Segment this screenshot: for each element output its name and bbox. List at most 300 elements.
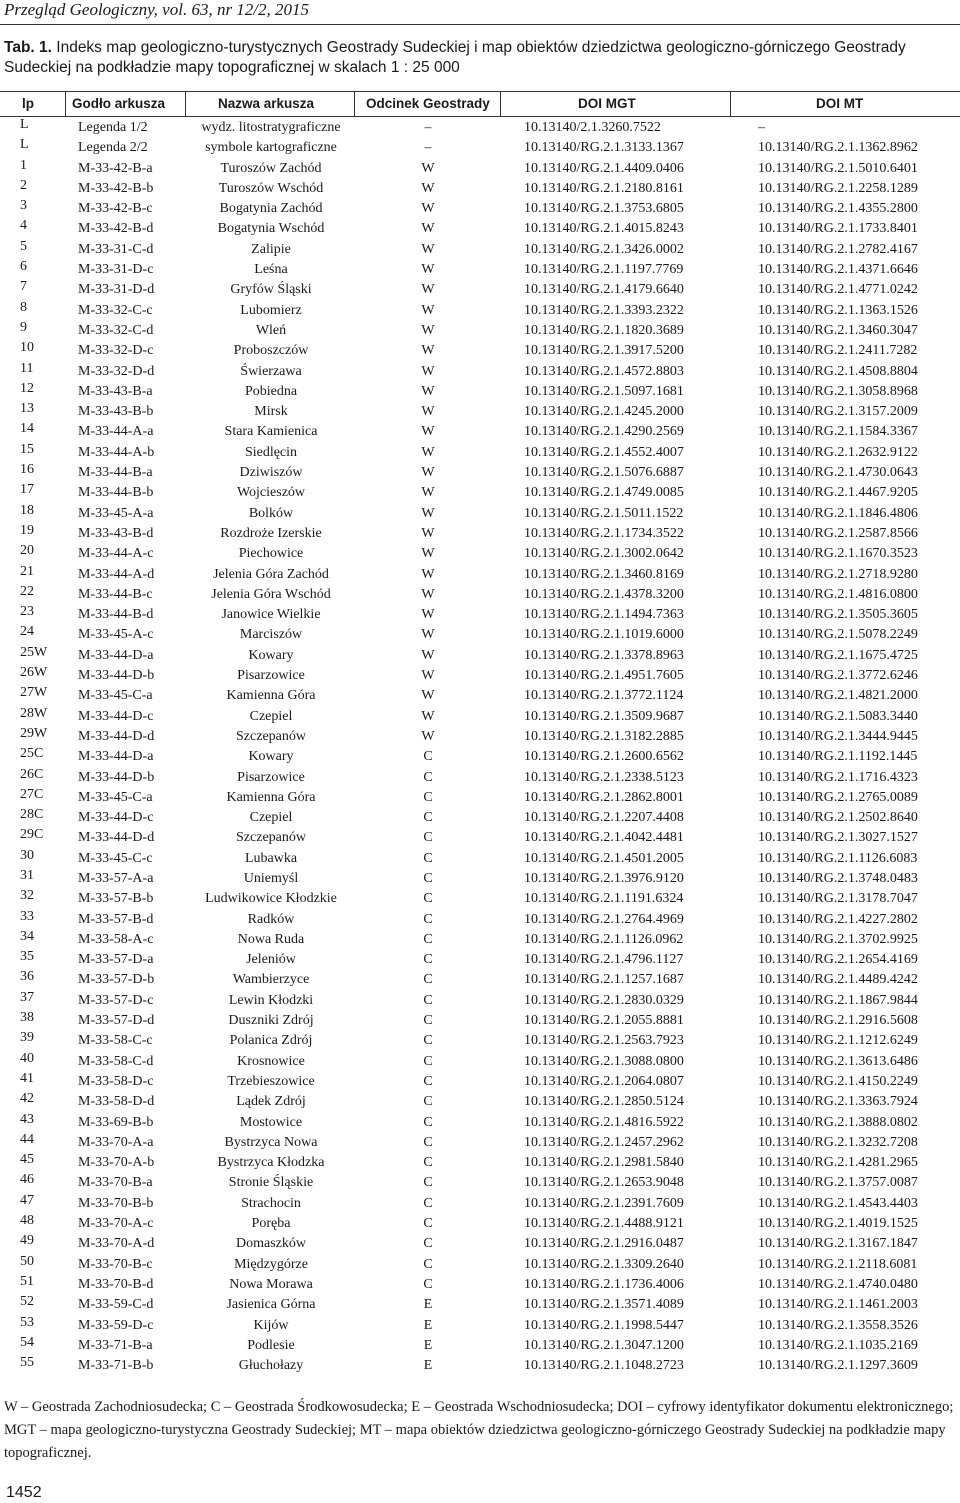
cell-lp: 6 (20, 259, 27, 275)
cell-odcinek: C (423, 1114, 433, 1130)
cell-odcinek: E (423, 1297, 433, 1313)
cell-odcinek: C (423, 1094, 433, 1110)
table-row (0, 1335, 960, 1355)
cell-nazwa: Wleń (255, 322, 287, 338)
cell-nazwa: Nowa Ruda (237, 931, 305, 947)
cell-nazwa: Jasienica Górna (226, 1297, 316, 1313)
cell-odcinek: E (423, 1337, 433, 1353)
cell-odcinek: W (421, 282, 435, 298)
cell-doi-mt: 10.13140/RG.2.1.4821.2000 (758, 688, 918, 704)
cell-odcinek: E (423, 1317, 433, 1333)
cell-godlo: M-33-70-A-c (78, 1216, 154, 1232)
cell-doi-mgt: 10.13140/RG.2.1.1197.7769 (524, 262, 684, 278)
table-row (0, 462, 960, 482)
cell-nazwa: Kamienna Góra (226, 688, 316, 704)
table-row (0, 1315, 960, 1335)
cell-doi-mt: 10.13140/RG.2.1.3505.3605 (758, 607, 918, 623)
cell-godlo: M-33-44-D-a (78, 749, 154, 765)
cell-godlo: M-33-45-C-c (78, 850, 153, 866)
cell-doi-mgt: 10.13140/RG.2.1.2916.0487 (524, 1236, 684, 1252)
cell-doi-mt: 10.13140/RG.2.1.2765.0089 (758, 789, 918, 805)
cell-lp: 18 (20, 502, 34, 518)
table-footnote: W – Geostrada Zachodniosudecka; C – Geostrada Środkowosudecka; E – Geostrada Wschodniosudecka; DOI – cyfrowy identyfikator dokumentu elektronicznego; MGT – mapa geologiczno-turystyczna Geostrady Sudeckiej; MT – mapa obiektów dziedzictwa geologiczno-górniczego Geostrady Sudeckiej na podkładzie mapy topograficznej. (4, 1399, 954, 1461)
cell-nazwa: Turoszów Zachód (220, 160, 322, 176)
cell-lp: 41 (20, 1070, 34, 1086)
table-row (0, 482, 960, 502)
table-row (0, 645, 960, 665)
cell-odcinek: C (423, 992, 433, 1008)
cell-lp: 29C (20, 827, 44, 843)
cell-godlo: M-33-58-D-c (78, 1073, 154, 1089)
cell-godlo: M-33-43-B-a (78, 383, 153, 399)
col-header-odcinek: Odcinek Geostrady (366, 96, 490, 111)
cell-doi-mgt: 10.13140/RG.2.1.5097.1681 (524, 383, 684, 399)
cell-godlo: M-33-43-B-b (78, 404, 154, 420)
cell-doi-mgt: 10.13140/RG.2.1.1736.4006 (524, 1276, 684, 1292)
cell-odcinek: C (423, 850, 433, 866)
cell-nazwa: Bogatynia Zachód (219, 201, 323, 217)
table-row (0, 158, 960, 178)
table-row (0, 503, 960, 523)
cell-lp: 10 (20, 340, 34, 356)
cell-godlo: M-33-43-B-d (78, 525, 154, 541)
cell-doi-mgt: 10.13140/RG.2.1.1126.0962 (524, 931, 684, 947)
table-caption (4, 38, 954, 78)
cell-nazwa: Janowice Wielkie (221, 607, 321, 623)
cell-lp: 14 (20, 421, 34, 437)
table-row (0, 564, 960, 584)
cell-odcinek: – (424, 120, 432, 135)
table-row (0, 1254, 960, 1274)
cell-godlo: M-33-31-D-c (78, 262, 154, 278)
cell-lp: 17 (20, 482, 34, 498)
cell-doi-mgt: 10.13140/RG.2.1.3047.1200 (524, 1337, 684, 1353)
cell-odcinek: C (423, 1236, 433, 1252)
cell-lp: 45 (20, 1152, 34, 1168)
cell-odcinek: W (421, 688, 435, 704)
cell-godlo: M-33-70-B-a (78, 1175, 153, 1191)
cell-godlo: M-33-70-B-c (78, 1256, 153, 1272)
cell-lp: 23 (20, 604, 34, 620)
cell-nazwa: Piechowice (238, 546, 304, 562)
cell-odcinek: C (423, 1155, 433, 1171)
cell-odcinek: W (421, 505, 435, 521)
cell-odcinek: C (423, 1134, 433, 1150)
cell-doi-mt: 10.13140/RG.2.1.1192.1445 (758, 749, 918, 765)
table-row (0, 239, 960, 259)
cell-lp: 1 (20, 157, 27, 173)
col-header-doi-mt: DOI MT (816, 96, 864, 111)
cell-lp: 49 (20, 1233, 34, 1249)
cell-doi-mt: 10.13140/RG.2.1.4150.2249 (758, 1073, 918, 1089)
table-row (0, 706, 960, 726)
table-row (0, 137, 960, 157)
table-row (0, 381, 960, 401)
table-row (0, 259, 960, 279)
table-row (0, 1233, 960, 1253)
cell-nazwa: Uniemyśl (243, 870, 299, 886)
cell-doi-mt: 10.13140/RG.2.1.4730.0643 (758, 465, 918, 481)
cell-doi-mgt: 10.13140/RG.2.1.3571.4089 (524, 1297, 684, 1313)
table-header (0, 92, 960, 117)
cell-doi-mgt: 10.13140/RG.2.1.3509.9687 (524, 708, 684, 724)
cell-godlo: M-33-57-A-a (78, 870, 154, 886)
cell-odcinek: W (421, 485, 435, 501)
cell-doi-mt: 10.13140/RG.2.1.4227.2802 (758, 911, 918, 927)
table-row (0, 848, 960, 868)
cell-godlo: M-33-59-D-c (78, 1317, 154, 1333)
table-row (0, 198, 960, 218)
cell-lp: 27W (20, 685, 48, 701)
table-row (0, 807, 960, 827)
col-header-lp: lp (22, 96, 34, 111)
cell-doi-mgt: 10.13140/RG.2.1.2064.0807 (524, 1073, 684, 1089)
cell-doi-mt: – (758, 120, 765, 135)
cell-doi-mt: 10.13140/RG.2.1.2411.7282 (758, 343, 918, 359)
cell-odcinek: W (421, 221, 435, 237)
cell-godlo: M-33-42-B-d (78, 221, 154, 237)
cell-doi-mgt: 10.13140/RG.2.1.2653.9048 (524, 1175, 684, 1191)
cell-doi-mt: 10.13140/RG.2.1.4771.0242 (758, 282, 918, 298)
cell-doi-mt: 10.13140/RG.2.1.4508.8804 (758, 363, 918, 379)
cell-godlo: M-33-44-D-b (78, 769, 155, 785)
cell-odcinek: C (423, 972, 433, 988)
cell-lp: 15 (20, 441, 34, 457)
cell-godlo: M-33-45-A-c (78, 627, 154, 643)
cell-odcinek: W (421, 586, 435, 602)
cell-doi-mgt: 10.13140/RG.2.1.1191.6324 (524, 891, 684, 907)
cell-doi-mt: 10.13140/RG.2.1.1733.8401 (758, 221, 918, 237)
cell-doi-mgt: 10.13140/RG.2.1.4245.2000 (524, 404, 684, 420)
cell-doi-mgt: 10.13140/RG.2.1.2830.0329 (524, 992, 684, 1008)
cell-lp: 30 (20, 847, 34, 863)
cell-doi-mgt: 10.13140/RG.2.1.1734.3522 (524, 525, 684, 541)
cell-godlo: M-33-44-A-d (78, 566, 155, 582)
cell-odcinek: W (421, 566, 435, 582)
cell-lp: 33 (20, 908, 34, 924)
cell-doi-mgt: 10.13140/RG.2.1.3182.2885 (524, 728, 684, 744)
cell-lp: 16 (20, 462, 34, 478)
cell-doi-mgt: 10.13140/RG.2.1.4796.1127 (524, 952, 684, 968)
cell-doi-mgt: 10.13140/RG.2.1.2981.5840 (524, 1155, 684, 1171)
caption-text: Indeks map geologiczno-turystycznych Geostrady Sudeckiej i map obiektów dziedzictwa geologiczno-górniczego Geostrady Sudeckiej na podkładzie mapy topograficznej w skalach 1 : 25 000 (4, 39, 906, 76)
cell-godlo: M-33-57-D-b (78, 972, 155, 988)
cell-lp: L (20, 117, 29, 132)
table-row (0, 604, 960, 624)
cell-doi-mt: 10.13140/RG.2.1.3157.2009 (758, 404, 918, 420)
journal-header: Przegląd Geologiczny, vol. 63, nr 12/2, 2015 (4, 0, 310, 19)
cell-doi-mgt: 10.13140/RG.2.1.2563.7923 (524, 1033, 684, 1049)
table-row (0, 1091, 960, 1111)
cell-doi-mt: 10.13140/RG.2.1.3027.1527 (758, 830, 918, 846)
cell-lp: 51 (20, 1273, 34, 1289)
table-row (0, 767, 960, 787)
cell-doi-mt: 10.13140/RG.2.1.4019.1525 (758, 1216, 918, 1232)
cell-nazwa: Radków (247, 911, 295, 927)
table-row (0, 320, 960, 340)
cell-odcinek: W (421, 708, 435, 724)
table-row (0, 929, 960, 949)
cell-doi-mgt: 10.13140/RG.2.1.4951.7605 (524, 668, 684, 684)
cell-nazwa: Kowary (248, 749, 294, 765)
cell-nazwa: Domaszków (236, 1236, 306, 1252)
cell-odcinek: C (423, 870, 433, 886)
cell-doi-mt: 10.13140/RG.2.1.4543.4403 (758, 1195, 918, 1211)
cell-nazwa: Kijów (253, 1317, 289, 1333)
col-header-doi-mgt: DOI MGT (578, 96, 636, 111)
table-row (0, 1193, 960, 1213)
cell-odcinek: C (423, 810, 433, 826)
cell-doi-mt: 10.13140/RG.2.1.4355.2800 (758, 201, 918, 217)
cell-doi-mgt: 10.13140/RG.2.1.3426.0002 (524, 241, 684, 257)
table-row (0, 726, 960, 746)
cell-lp: L (20, 137, 29, 153)
cell-lp: 19 (20, 522, 34, 538)
cell-nazwa: Wojcieszów (236, 485, 306, 501)
cell-odcinek: C (423, 1073, 433, 1089)
cell-doi-mt: 10.13140/RG.2.1.1297.3609 (758, 1358, 918, 1374)
cell-godlo: M-33-31-C-d (78, 241, 154, 257)
cell-odcinek: W (421, 160, 435, 176)
cell-nazwa: Duszniki Zdrój (228, 1013, 314, 1029)
cell-lp: 11 (20, 360, 34, 376)
cell-nazwa: Rozdroże Izerskie (220, 525, 322, 541)
cell-doi-mt: 10.13140/RG.2.1.1846.4806 (758, 505, 918, 521)
cell-doi-mt: 10.13140/RG.2.1.3444.9445 (758, 728, 918, 744)
cell-nazwa: Bystrzyca Nowa (224, 1134, 318, 1150)
table-body (0, 117, 960, 1375)
cell-lp: 13 (20, 401, 34, 417)
table-row (0, 909, 960, 929)
cell-nazwa: Pisarzowice (237, 668, 305, 684)
cell-doi-mt: 10.13140/RG.2.1.5078.2249 (758, 627, 918, 643)
page-number: 1452 (6, 1484, 42, 1501)
cell-lp: 25W (20, 644, 48, 660)
cell-doi-mt: 10.13140/RG.2.1.2502.8640 (758, 810, 918, 826)
cell-doi-mt: 10.13140/RG.2.1.4740.0480 (758, 1276, 918, 1292)
cell-doi-mt: 10.13140/RG.2.1.1716.4323 (758, 769, 918, 785)
cell-doi-mt: 10.13140/RG.2.1.3888.0802 (758, 1114, 918, 1130)
cell-odcinek: W (421, 546, 435, 562)
cell-lp: 28C (20, 807, 44, 823)
cell-odcinek: C (423, 1053, 433, 1069)
cell-godlo: M-33-44-D-c (78, 708, 154, 724)
cell-doi-mt: 10.13140/RG.2.1.1670.3523 (758, 546, 918, 562)
cell-doi-mt: 10.13140/RG.2.1.1461.2003 (758, 1297, 918, 1313)
cell-godlo: M-33-57-D-d (78, 1013, 155, 1029)
cell-nazwa: Wambierzyce (232, 972, 310, 988)
cell-doi-mgt: 10.13140/RG.2.1.1494.7363 (524, 607, 684, 623)
cell-odcinek: C (423, 1033, 433, 1049)
cell-nazwa: Proboszczów (233, 343, 309, 359)
table-row (0, 1152, 960, 1172)
cell-nazwa: Świerzawa (240, 363, 302, 379)
cell-doi-mt: 10.13140/RG.2.1.3613.6486 (758, 1053, 918, 1069)
cell-doi-mgt: 10.13140/RG.2.1.2180.8161 (524, 180, 684, 196)
cell-doi-mgt: 10.13140/RG.2.1.4409.0406 (524, 160, 684, 176)
cell-doi-mt: 10.13140/RG.2.1.2118.6081 (758, 1256, 918, 1272)
cell-odcinek: C (423, 891, 433, 907)
cell-lp: 50 (20, 1253, 34, 1269)
cell-odcinek: W (421, 424, 435, 440)
table-row (0, 178, 960, 198)
cell-doi-mt: 10.13140/RG.2.1.2782.4167 (758, 241, 918, 257)
table-row (0, 1132, 960, 1152)
table-row (0, 787, 960, 807)
cell-lp: 53 (20, 1314, 34, 1330)
cell-lp: 32 (20, 888, 34, 904)
cell-odcinek: C (423, 952, 433, 968)
cell-doi-mgt: 10.13140/RG.2.1.4572.8803 (524, 363, 684, 379)
cell-lp: 47 (20, 1192, 34, 1208)
cell-lp: 2 (20, 177, 27, 193)
cell-lp: 25C (20, 746, 44, 762)
table-row (0, 421, 960, 441)
cell-doi-mt: 10.13140/RG.2.1.5083.3440 (758, 708, 918, 724)
cell-nazwa: Marciszów (239, 627, 303, 643)
cell-godlo: M-33-44-B-c (78, 586, 153, 602)
table-row (0, 361, 960, 381)
cell-lp: 35 (20, 949, 34, 965)
caption-label: Tab. 1. (4, 39, 52, 56)
cell-godlo: M-33-44-B-d (78, 607, 154, 623)
cell-lp: 34 (20, 928, 34, 944)
table-row (0, 1030, 960, 1050)
cell-lp: 4 (20, 218, 27, 234)
cell-godlo: M-33-70-A-a (78, 1134, 154, 1150)
cell-doi-mt: 10.13140/RG.2.1.1126.6083 (758, 850, 918, 866)
cell-nazwa: Dziwiszów (239, 465, 303, 481)
cell-godlo: M-33-44-D-d (78, 830, 155, 846)
cell-odcinek: C (423, 1276, 433, 1292)
cell-nazwa: Pobiedna (244, 383, 298, 399)
cell-odcinek: W (421, 322, 435, 338)
cell-doi-mgt: 10.13140/RG.2.1.3309.2640 (524, 1256, 684, 1272)
cell-doi-mgt: 10.13140/RG.2.1.4501.2005 (524, 850, 684, 866)
cell-doi-mt: 10.13140/RG.2.1.3167.1847 (758, 1236, 918, 1252)
cell-odcinek: C (423, 911, 433, 927)
cell-doi-mgt: 10.13140/RG.2.1.2055.8881 (524, 1013, 684, 1029)
cell-doi-mt: 10.13140/RG.2.1.2654.4169 (758, 952, 918, 968)
cell-odcinek: W (421, 525, 435, 541)
cell-doi-mgt: 10.13140/RG.2.1.5011.1522 (524, 505, 684, 521)
cell-doi-mgt: 10.13140/RG.2.1.5076.6887 (524, 465, 684, 481)
cell-doi-mt: 10.13140/RG.2.1.2258.1289 (758, 180, 918, 196)
cell-doi-mgt: 10.13140/RG.2.1.2391.7609 (524, 1195, 684, 1211)
cell-godlo: M-33-69-B-b (78, 1114, 154, 1130)
cell-odcinek: E (423, 1358, 433, 1374)
table-row (0, 117, 960, 137)
cell-godlo: M-33-32-C-d (78, 322, 154, 338)
cell-odcinek: – (424, 140, 432, 156)
table-row (0, 1071, 960, 1091)
cell-lp: 37 (20, 989, 34, 1005)
cell-doi-mgt: 10.13140/RG.2.1.1048.2723 (524, 1358, 684, 1374)
cell-nazwa: Stara Kamienica (224, 424, 318, 440)
cell-lp: 26W (20, 665, 48, 681)
cell-odcinek: C (423, 749, 433, 765)
cell-nazwa: Bolków (248, 505, 294, 521)
table-row (0, 1112, 960, 1132)
cell-godlo: M-33-58-D-d (78, 1094, 155, 1110)
cell-lp: 3 (20, 198, 27, 214)
cell-nazwa: Lubawka (244, 850, 298, 866)
cell-godlo: M-33-44-D-b (78, 668, 155, 684)
table-row (0, 279, 960, 299)
cell-doi-mt: 10.13140/RG.2.1.3702.9925 (758, 931, 918, 947)
cell-lp: 31 (20, 867, 34, 883)
cell-godlo: M-33-71-B-b (78, 1358, 154, 1374)
table-row (0, 543, 960, 563)
cell-godlo: M-33-59-C-d (78, 1297, 154, 1313)
cell-doi-mgt: 10.13140/RG.2.1.3133.1367 (524, 140, 684, 156)
table-row (0, 969, 960, 989)
cell-lp: 24 (20, 624, 34, 640)
cell-lp: 29W (20, 725, 48, 741)
cell-doi-mgt: 10.13140/RG.2.1.1257.1687 (524, 972, 684, 988)
cell-lp: 8 (20, 299, 27, 315)
cell-lp: 9 (20, 319, 27, 335)
cell-doi-mt: 10.13140/RG.2.1.4281.2965 (758, 1155, 918, 1171)
cell-odcinek: W (421, 262, 435, 278)
cell-lp: 43 (20, 1111, 34, 1127)
cell-lp: 22 (20, 583, 34, 599)
cell-nazwa: Turoszów Wschód (218, 180, 324, 196)
table-row (0, 340, 960, 360)
cell-doi-mt: 10.13140/RG.2.1.1867.9844 (758, 992, 918, 1008)
cell-odcinek: C (423, 1175, 433, 1191)
table-row (0, 523, 960, 543)
cell-godlo: M-33-44-A-a (78, 424, 154, 440)
cell-odcinek: W (421, 241, 435, 257)
cell-doi-mt: 10.13140/RG.2.1.1362.8962 (758, 140, 918, 156)
cell-doi-mgt: 10.13140/RG.2.1.2862.8001 (524, 789, 684, 805)
cell-odcinek: W (421, 647, 435, 663)
table-row (0, 218, 960, 238)
table-row (0, 1213, 960, 1233)
cell-nazwa: Międzygórze (234, 1256, 308, 1272)
cell-lp: 42 (20, 1091, 34, 1107)
cell-godlo: M-33-70-A-d (78, 1236, 155, 1252)
cell-lp: 26C (20, 766, 44, 782)
cell-nazwa: Czepiel (249, 810, 293, 826)
cell-lp: 38 (20, 1010, 34, 1026)
table-row (0, 300, 960, 320)
cell-nazwa: Lewin Kłodzki (228, 992, 314, 1008)
cell-odcinek: C (423, 1256, 433, 1272)
cell-godlo: Legenda 2/2 (78, 140, 148, 156)
cell-nazwa: Leśna (254, 262, 288, 278)
cell-godlo: M-33-44-D-c (78, 810, 154, 826)
cell-nazwa: Lubomierz (240, 302, 302, 318)
cell-nazwa: Bystrzyca Kłodzka (217, 1155, 325, 1171)
cell-nazwa: Kamienna Góra (226, 789, 316, 805)
cell-doi-mgt: 10.13140/RG.2.1.4179.6640 (524, 282, 684, 298)
cell-godlo: M-33-32-C-c (78, 302, 153, 318)
cell-doi-mgt: 10.13140/RG.2.1.3393.2322 (524, 302, 684, 318)
cell-lp: 12 (20, 380, 34, 396)
cell-nazwa: Polanica Zdrój (229, 1033, 313, 1049)
cell-doi-mgt: 10.13140/RG.2.1.2764.4969 (524, 911, 684, 927)
cell-nazwa: Nowa Morawa (229, 1276, 313, 1292)
cell-nazwa: Kowary (248, 647, 294, 663)
cell-nazwa: Bogatynia Wschód (217, 221, 325, 237)
cell-lp: 48 (20, 1213, 34, 1229)
cell-odcinek: W (421, 201, 435, 217)
cell-doi-mgt: 10.13140/RG.2.1.3460.8169 (524, 566, 684, 582)
table-row (0, 949, 960, 969)
index-table (0, 92, 960, 1375)
